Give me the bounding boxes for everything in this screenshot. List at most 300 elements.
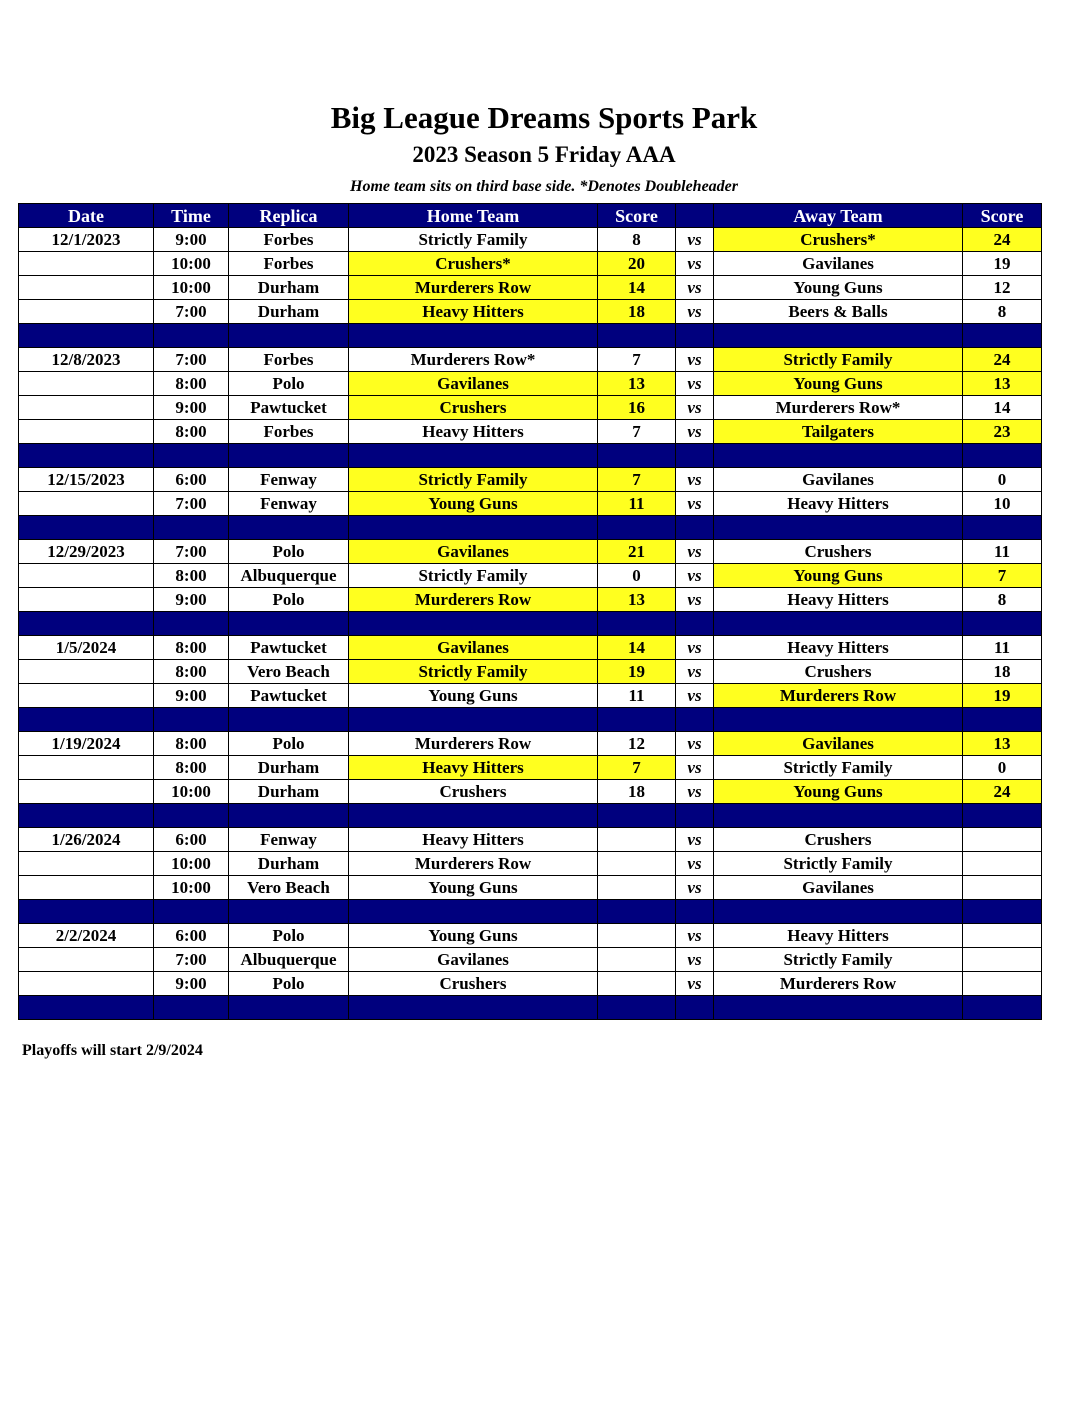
away-score: 18	[963, 660, 1042, 684]
vs-label: vs	[676, 396, 714, 420]
away-score: 11	[963, 636, 1042, 660]
separator-cell	[676, 324, 714, 348]
separator-cell	[349, 612, 598, 636]
separator-cell	[714, 612, 963, 636]
game-row	[19, 252, 1042, 276]
vs-label: vs	[676, 924, 714, 948]
game-time: 9:00	[154, 396, 229, 420]
game-date	[19, 564, 154, 588]
separator-cell	[19, 444, 154, 468]
vs-label: vs	[676, 972, 714, 996]
home-team: Murderers Row	[349, 588, 598, 612]
home-team: Young Guns	[349, 876, 598, 900]
away-team: Heavy Hitters	[714, 636, 963, 660]
game-row	[19, 828, 1042, 852]
game-field: Vero Beach	[229, 876, 349, 900]
game-row	[19, 636, 1042, 660]
separator-cell	[229, 324, 349, 348]
separator-cell	[154, 900, 229, 924]
game-field: Vero Beach	[229, 660, 349, 684]
separator-cell	[598, 996, 676, 1020]
game-time: 7:00	[154, 492, 229, 516]
game-row	[19, 564, 1042, 588]
game-date: 1/19/2024	[19, 732, 154, 756]
vs-label: vs	[676, 852, 714, 876]
game-row	[19, 348, 1042, 372]
header-row	[19, 204, 1042, 228]
separator-cell	[714, 996, 963, 1020]
home-team: Gavilanes	[349, 636, 598, 660]
separator-cell	[963, 804, 1042, 828]
home-score: 20	[598, 252, 676, 276]
away-score: 7	[963, 564, 1042, 588]
game-date	[19, 876, 154, 900]
home-team: Heavy Hitters	[349, 300, 598, 324]
game-time: 6:00	[154, 924, 229, 948]
away-team: Gavilanes	[714, 732, 963, 756]
game-time: 9:00	[154, 684, 229, 708]
vs-label: vs	[676, 276, 714, 300]
week-separator-row	[19, 900, 1042, 924]
away-score: 8	[963, 588, 1042, 612]
separator-cell	[19, 900, 154, 924]
separator-cell	[154, 324, 229, 348]
separator-cell	[19, 708, 154, 732]
game-field: Polo	[229, 372, 349, 396]
separator-cell	[349, 804, 598, 828]
home-score: 7	[598, 348, 676, 372]
away-score: 13	[963, 732, 1042, 756]
vs-label: vs	[676, 300, 714, 324]
vs-label: vs	[676, 420, 714, 444]
away-team: Crushers	[714, 540, 963, 564]
away-team: Murderers Row	[714, 972, 963, 996]
separator-cell	[598, 324, 676, 348]
away-team: Tailgaters	[714, 420, 963, 444]
away-score: 19	[963, 684, 1042, 708]
away-team: Gavilanes	[714, 876, 963, 900]
vs-label: vs	[676, 684, 714, 708]
separator-cell	[349, 708, 598, 732]
away-team: Crushers	[714, 828, 963, 852]
vs-label: vs	[676, 948, 714, 972]
game-row	[19, 372, 1042, 396]
home-team: Strictly Family	[349, 564, 598, 588]
away-score: 11	[963, 540, 1042, 564]
header-replica: Replica	[229, 204, 349, 228]
game-date	[19, 684, 154, 708]
away-team: Young Guns	[714, 780, 963, 804]
away-score: 23	[963, 420, 1042, 444]
home-team: Gavilanes	[349, 540, 598, 564]
home-team: Young Guns	[349, 684, 598, 708]
playoffs-note: Playoffs will start 2/9/2024	[22, 1042, 203, 1059]
separator-cell	[19, 516, 154, 540]
separator-cell	[19, 804, 154, 828]
game-row	[19, 852, 1042, 876]
away-score: 12	[963, 276, 1042, 300]
game-field: Forbes	[229, 252, 349, 276]
vs-label: vs	[676, 636, 714, 660]
away-score: 24	[963, 348, 1042, 372]
game-date	[19, 372, 154, 396]
game-field: Polo	[229, 588, 349, 612]
home-score	[598, 924, 676, 948]
away-team: Heavy Hitters	[714, 492, 963, 516]
away-team: Murderers Row	[714, 684, 963, 708]
game-field: Pawtucket	[229, 636, 349, 660]
game-row	[19, 588, 1042, 612]
vs-label: vs	[676, 348, 714, 372]
game-field: Forbes	[229, 228, 349, 252]
game-row	[19, 228, 1042, 252]
schedule-body	[19, 228, 1042, 1020]
game-date: 1/26/2024	[19, 828, 154, 852]
separator-cell	[19, 324, 154, 348]
home-team: Murderers Row	[349, 852, 598, 876]
page-title: Big League Dreams Sports Park	[330, 100, 758, 135]
home-score: 8	[598, 228, 676, 252]
game-field: Forbes	[229, 420, 349, 444]
home-team: Strictly Family	[349, 468, 598, 492]
vs-label: vs	[676, 468, 714, 492]
game-date	[19, 276, 154, 300]
home-team: Young Guns	[349, 492, 598, 516]
separator-cell	[598, 804, 676, 828]
home-team: Strictly Family	[349, 660, 598, 684]
away-team: Young Guns	[714, 564, 963, 588]
game-field: Durham	[229, 300, 349, 324]
home-score: 12	[598, 732, 676, 756]
separator-cell	[229, 996, 349, 1020]
vs-label: vs	[676, 780, 714, 804]
game-row	[19, 276, 1042, 300]
vs-label: vs	[676, 732, 714, 756]
home-score: 11	[598, 492, 676, 516]
header-away-team: Away Team	[714, 204, 963, 228]
week-separator-row	[19, 612, 1042, 636]
separator-cell	[154, 708, 229, 732]
away-team: Strictly Family	[714, 756, 963, 780]
game-row	[19, 876, 1042, 900]
away-score: 24	[963, 780, 1042, 804]
separator-cell	[154, 996, 229, 1020]
game-date	[19, 852, 154, 876]
vs-label: vs	[676, 588, 714, 612]
separator-cell	[349, 900, 598, 924]
away-team: Crushers*	[714, 228, 963, 252]
home-score	[598, 876, 676, 900]
game-time: 7:00	[154, 348, 229, 372]
home-score: 16	[598, 396, 676, 420]
separator-cell	[229, 516, 349, 540]
game-time: 7:00	[154, 540, 229, 564]
game-date: 12/1/2023	[19, 228, 154, 252]
vs-label: vs	[676, 828, 714, 852]
game-field: Durham	[229, 852, 349, 876]
separator-cell	[714, 900, 963, 924]
game-row	[19, 492, 1042, 516]
vs-label: vs	[676, 756, 714, 780]
away-score	[963, 876, 1042, 900]
away-score: 13	[963, 372, 1042, 396]
separator-cell	[676, 996, 714, 1020]
separator-cell	[676, 708, 714, 732]
away-score	[963, 852, 1042, 876]
game-field: Polo	[229, 972, 349, 996]
separator-cell	[676, 444, 714, 468]
game-time: 10:00	[154, 276, 229, 300]
game-date	[19, 420, 154, 444]
game-field: Fenway	[229, 492, 349, 516]
away-team: Crushers	[714, 660, 963, 684]
away-team: Young Guns	[714, 276, 963, 300]
vs-label: vs	[676, 564, 714, 588]
game-row	[19, 420, 1042, 444]
game-field: Albuquerque	[229, 948, 349, 972]
separator-cell	[714, 444, 963, 468]
game-row	[19, 660, 1042, 684]
separator-cell	[349, 444, 598, 468]
game-row	[19, 972, 1042, 996]
game-row	[19, 540, 1042, 564]
away-score	[963, 972, 1042, 996]
separator-cell	[19, 612, 154, 636]
separator-cell	[229, 804, 349, 828]
away-score	[963, 828, 1042, 852]
away-team: Beers & Balls	[714, 300, 963, 324]
away-score: 0	[963, 468, 1042, 492]
home-team: Crushers	[349, 396, 598, 420]
home-score: 18	[598, 300, 676, 324]
home-score: 18	[598, 780, 676, 804]
game-field: Pawtucket	[229, 396, 349, 420]
away-team: Gavilanes	[714, 468, 963, 492]
home-score: 7	[598, 468, 676, 492]
game-row	[19, 300, 1042, 324]
away-score: 14	[963, 396, 1042, 420]
game-field: Polo	[229, 924, 349, 948]
separator-cell	[19, 996, 154, 1020]
vs-label: vs	[676, 660, 714, 684]
home-team: Murderers Row	[349, 732, 598, 756]
game-row	[19, 396, 1042, 420]
separator-cell	[349, 516, 598, 540]
separator-cell	[676, 900, 714, 924]
game-time: 6:00	[154, 828, 229, 852]
header-home-score: Score	[598, 204, 676, 228]
separator-cell	[154, 612, 229, 636]
separator-cell	[229, 612, 349, 636]
separator-cell	[154, 516, 229, 540]
vs-label: vs	[676, 876, 714, 900]
separator-cell	[963, 324, 1042, 348]
separator-cell	[598, 708, 676, 732]
away-team: Heavy Hitters	[714, 924, 963, 948]
home-team: Heavy Hitters	[349, 828, 598, 852]
game-time: 9:00	[154, 972, 229, 996]
game-date	[19, 948, 154, 972]
page-subtitle: 2023 Season 5 Friday AAA	[412, 142, 676, 167]
home-score: 19	[598, 660, 676, 684]
game-time: 8:00	[154, 732, 229, 756]
separator-cell	[714, 804, 963, 828]
home-team: Gavilanes	[349, 948, 598, 972]
home-score: 7	[598, 420, 676, 444]
week-separator-row	[19, 708, 1042, 732]
game-date	[19, 396, 154, 420]
home-score: 21	[598, 540, 676, 564]
game-date: 2/2/2024	[19, 924, 154, 948]
separator-cell	[154, 444, 229, 468]
header-away-score: Score	[963, 204, 1042, 228]
game-time: 8:00	[154, 420, 229, 444]
header-vs	[676, 204, 714, 228]
week-separator-row	[19, 804, 1042, 828]
separator-cell	[598, 444, 676, 468]
game-date: 12/8/2023	[19, 348, 154, 372]
game-time: 6:00	[154, 468, 229, 492]
game-date	[19, 300, 154, 324]
game-time: 8:00	[154, 756, 229, 780]
home-score: 14	[598, 636, 676, 660]
week-separator-row	[19, 444, 1042, 468]
game-time: 9:00	[154, 228, 229, 252]
home-score: 13	[598, 588, 676, 612]
separator-cell	[963, 516, 1042, 540]
separator-cell	[714, 516, 963, 540]
game-date: 12/15/2023	[19, 468, 154, 492]
home-team: Murderers Row*	[349, 348, 598, 372]
separator-cell	[349, 324, 598, 348]
away-score: 24	[963, 228, 1042, 252]
game-row	[19, 756, 1042, 780]
away-team: Strictly Family	[714, 348, 963, 372]
vs-label: vs	[676, 492, 714, 516]
game-field: Durham	[229, 756, 349, 780]
away-score	[963, 924, 1042, 948]
game-field: Forbes	[229, 348, 349, 372]
separator-cell	[349, 996, 598, 1020]
header-date: Date	[19, 204, 154, 228]
separator-cell	[598, 612, 676, 636]
game-time: 7:00	[154, 300, 229, 324]
separator-cell	[963, 444, 1042, 468]
vs-label: vs	[676, 540, 714, 564]
game-time: 8:00	[154, 564, 229, 588]
game-row	[19, 732, 1042, 756]
game-row	[19, 924, 1042, 948]
separator-cell	[229, 444, 349, 468]
week-separator-row	[19, 516, 1042, 540]
game-field: Durham	[229, 276, 349, 300]
game-row	[19, 468, 1042, 492]
game-date: 1/5/2024	[19, 636, 154, 660]
separator-cell	[154, 804, 229, 828]
separator-cell	[676, 612, 714, 636]
game-date	[19, 252, 154, 276]
home-score: 11	[598, 684, 676, 708]
separator-cell	[598, 900, 676, 924]
separator-cell	[714, 708, 963, 732]
game-field: Fenway	[229, 468, 349, 492]
game-row	[19, 780, 1042, 804]
away-score: 8	[963, 300, 1042, 324]
separator-cell	[229, 900, 349, 924]
home-team: Crushers	[349, 972, 598, 996]
home-team: Young Guns	[349, 924, 598, 948]
home-score: 0	[598, 564, 676, 588]
game-time: 9:00	[154, 588, 229, 612]
away-team: Strictly Family	[714, 852, 963, 876]
separator-cell	[963, 708, 1042, 732]
separator-cell	[598, 516, 676, 540]
game-time: 8:00	[154, 636, 229, 660]
schedule-note: Home team sits on third base side. *Denotes Doubleheader	[350, 178, 738, 195]
game-date	[19, 780, 154, 804]
away-score	[963, 948, 1042, 972]
separator-cell	[963, 612, 1042, 636]
vs-label: vs	[676, 252, 714, 276]
game-field: Albuquerque	[229, 564, 349, 588]
away-team: Strictly Family	[714, 948, 963, 972]
game-field: Polo	[229, 732, 349, 756]
away-team: Young Guns	[714, 372, 963, 396]
game-date: 12/29/2023	[19, 540, 154, 564]
away-score: 0	[963, 756, 1042, 780]
game-time: 10:00	[154, 252, 229, 276]
separator-cell	[676, 804, 714, 828]
vs-label: vs	[676, 228, 714, 252]
home-team: Heavy Hitters	[349, 756, 598, 780]
home-score	[598, 972, 676, 996]
away-team: Murderers Row*	[714, 396, 963, 420]
vs-label: vs	[676, 372, 714, 396]
game-date	[19, 660, 154, 684]
schedule-table	[18, 203, 1042, 1020]
game-date	[19, 756, 154, 780]
home-team: Murderers Row	[349, 276, 598, 300]
game-field: Fenway	[229, 828, 349, 852]
game-row	[19, 684, 1042, 708]
game-time: 8:00	[154, 372, 229, 396]
home-team: Crushers	[349, 780, 598, 804]
home-team: Crushers*	[349, 252, 598, 276]
game-field: Pawtucket	[229, 684, 349, 708]
header-time: Time	[154, 204, 229, 228]
game-date	[19, 588, 154, 612]
home-team: Gavilanes	[349, 372, 598, 396]
game-date	[19, 972, 154, 996]
game-time: 10:00	[154, 852, 229, 876]
separator-cell	[229, 708, 349, 732]
away-team: Gavilanes	[714, 252, 963, 276]
home-score	[598, 828, 676, 852]
separator-cell	[714, 324, 963, 348]
away-score: 19	[963, 252, 1042, 276]
home-score: 7	[598, 756, 676, 780]
home-score: 13	[598, 372, 676, 396]
home-score	[598, 948, 676, 972]
header-home-team: Home Team	[349, 204, 598, 228]
game-time: 10:00	[154, 876, 229, 900]
away-score: 10	[963, 492, 1042, 516]
week-separator-row	[19, 996, 1042, 1020]
home-team: Strictly Family	[349, 228, 598, 252]
home-score	[598, 852, 676, 876]
game-time: 10:00	[154, 780, 229, 804]
separator-cell	[676, 516, 714, 540]
